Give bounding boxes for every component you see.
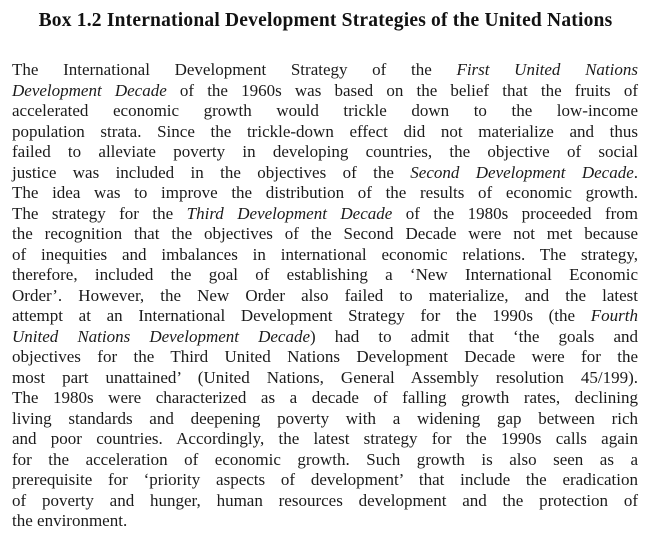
text-segment: of the 1960s was based on the belief that the fruits of	[166, 80, 638, 100]
text-line	[12, 286, 638, 307]
text-line	[12, 142, 638, 163]
text-line	[12, 368, 638, 389]
text-segment: The 1980s were characterized as a decade of falling growth rates, declining	[12, 388, 638, 407]
text-segment: the recognition that the objectives of the Second Decade were not met because	[12, 224, 638, 243]
text-segment: of the 1980s proceeded from	[392, 203, 638, 223]
text-segment: attempt at an International Development Strategy for the 1990s (the	[12, 306, 591, 325]
text-line	[12, 491, 638, 512]
text-line	[12, 388, 638, 409]
text-segment: and poor countries. Accordingly, the latest strategy for the 1990s calls again	[12, 429, 638, 448]
text-segment-italic: Fourth	[590, 306, 638, 325]
box-body-paragraph	[12, 60, 638, 532]
text-line	[12, 347, 638, 368]
text-segment: for the acceleration of economic growth. Such growth is also seen as a	[12, 449, 638, 469]
text-line	[12, 306, 638, 327]
text-segment: living standards and deepening poverty with a widening gap between rich	[12, 408, 638, 428]
text-segment: accelerated economic growth would trickle down to the low-income	[12, 101, 638, 120]
text-segment: population strata. Since the trickle-down effect did not materialize and thus	[12, 121, 638, 141]
text-line	[12, 101, 638, 122]
text-segment-italic: Second Development Decade	[410, 162, 634, 182]
text-segment: failed to alleviate poverty in developing countries, the objective of social	[12, 142, 638, 161]
text-line	[12, 245, 638, 266]
text-segment-italic: Development Decade	[12, 80, 167, 100]
text-line	[12, 163, 638, 184]
box-title: Box 1.2 International Development Strategies of the United Nations	[38, 10, 613, 31]
text-segment: most part unattained’ (United Nations, General Assembly resolution 45/199).	[12, 367, 638, 387]
text-segment-italic: First United Nations	[456, 60, 638, 79]
text-line	[12, 429, 638, 450]
text-line	[12, 224, 638, 245]
text-segment: of inequities and imbalances in international economic relations. The strategy,	[12, 244, 638, 264]
text-segment: The International Development Strategy of the	[12, 60, 457, 79]
text-segment: justice was included in the objectives of the	[12, 162, 411, 182]
text-line	[12, 122, 638, 143]
text-segment: ) had to admit that ‘the goals and	[310, 326, 639, 346]
text-segment: the environment.	[12, 511, 128, 530]
text-segment-italic: Third Development Decade	[186, 203, 393, 223]
text-line	[12, 265, 638, 286]
text-segment: The strategy for the	[12, 203, 187, 223]
text-segment: The idea was to improve the distribution of the results of economic growth.	[12, 183, 638, 202]
text-line	[12, 183, 638, 204]
text-line	[12, 450, 638, 471]
text-segment: of poverty and hunger, human resources development and the protection of	[12, 490, 638, 510]
text-segment: objectives for the Third United Nations Development Decade were for the	[12, 347, 638, 366]
text-line	[12, 81, 638, 102]
text-segment: .	[633, 162, 638, 182]
text-line	[12, 60, 638, 81]
text-segment-italic: United Nations Development Decade	[12, 326, 310, 346]
text-line	[12, 511, 638, 532]
text-line	[12, 470, 638, 491]
text-segment: therefore, included the goal of establishing a ‘New International Economic	[12, 265, 638, 284]
text-line	[12, 409, 638, 430]
text-segment: prerequisite for ‘priority aspects of development’ that include the eradication	[12, 470, 638, 489]
text-segment: Order’. However, the New Order also failed to materialize, and the latest	[12, 285, 638, 305]
text-line	[12, 327, 638, 348]
text-line	[12, 204, 638, 225]
